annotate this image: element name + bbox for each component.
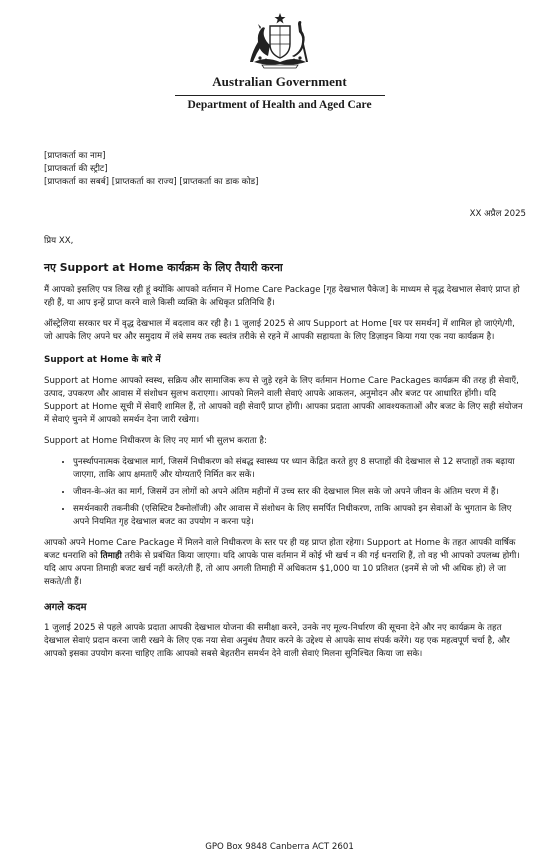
coat-of-arms-logo bbox=[246, 12, 314, 70]
about-paragraph: Support at Home आपको स्वस्थ, सक्रिय और सामाजिक रूप से जुड़े रहने के लिए वर्तमान Home Care Packages कार्यक्रम की तरह ही सेवाएँ, उत्पाद, उपकरण और आवास में संशोधन सुलभ कराएगा। आपको मिलने वाली सेवाएं आपके आकलन, अनुमोदन और बजट पर आधारित होंगी। यदि Support at Home सूची में सेवाएँ शामिल हैं, तो आपको वही सेवाएँ प्राप्त होंगी। आपका प्रदाता आपकी आवश्यकताओं और बजट के लिए सही संयोजन में सेवाएं चुनने में आपको समर्थन देना जारी रखेगा। bbox=[44, 376, 523, 425]
list-item: • समर्थनकारी तकनीकी (एसिस्टिव टैक्नोलॉजी) और आवास में संशोधन के लिए समर्पित निधीकरण, ताकि आपको इन सेवाओं के भुगतान के लिए अपने नियमित गृह देखभाल बजट का उपयोग न करना पड़े। bbox=[73, 503, 526, 529]
letter-title: नए Support at Home कार्यक्रम के लिए तैयारी करना bbox=[44, 261, 283, 274]
header-divider bbox=[175, 95, 385, 96]
funding-text-b: तरीके से प्रबंधित किया जाएगा। यदि आपके पास वर्तमान में कोई भी खर्च न की गई धनराशि हैं, तो वह भी आपको उपलब्ध होगी। यदि आप अपना तिमाही बजट खर्च नहीं करते/ती हैं, तो आप अगली तिमाही में अधिकतम $1,000 या 10 प्रतिशत (इनमें से जो भी अधिक हो) ले जा सकते/ती हैं। bbox=[44, 551, 520, 587]
recipient-address bbox=[44, 150, 526, 189]
list-item: • पुनर्स्थापनात्मक देखभाल मार्ग, जिसमें निधीकरण को संबद्ध स्वास्थ्य पर ध्यान केंद्रित करते हुए 8 सप्ताहों की देखभाल से 12 सप्ताहों तक बढ़ाया जाएगा, ताकि आप क्षमताएँ और योग्यताएँ निर्मित कर सकें। bbox=[73, 456, 526, 482]
department-name: Department of Health and Aged Care bbox=[187, 99, 372, 111]
section-heading-next-steps: अगले कदम bbox=[44, 602, 87, 613]
list-item: • जीवन-के-अंत का मार्ग, जिसमें उन लोगों को अपने अंतिम महीनों में उच्च स्तर की देखभाल मिल सके जो अपने जीवन के अंतिम चरण में हैं। bbox=[73, 486, 526, 499]
letterhead bbox=[0, 12, 559, 111]
address-line-suburb: [प्राप्तकर्ता का सबर्ब] [प्राप्तकर्ता का राज्य] [प्राप्तकर्ता का डाक कोड] bbox=[44, 177, 259, 187]
next-steps-paragraph: 1 जुलाई 2025 से पहले आपके प्रदाता आपकी देखभाल योजना की समीक्षा करने, उनके नए मूल्य-निर्धारण की सूचना देने और नए कार्यक्रम के तहत देखभाल सेवाएं प्रदान करना जारी रखने के लिए एक नया सेवा अनुबंध तैयार करने के उद्देश्य से आपके साथ संपर्क करेंगे। यह एक महत्वपूर्ण चर्चा है, और आपको इसका उपयोग करना चाहिए ताकि आपको सबसे बेहतरीन समर्थन देने वाली सेवाएं मिलना सुनिश्चित किया जा सके। bbox=[44, 623, 510, 659]
funding-text-bold: तिमाही bbox=[100, 551, 122, 561]
salutation: प्रिय XX, bbox=[44, 236, 74, 246]
funding-text-a: आपको अपने Home Care Package में मिलने वाले निधीकरण के स्तर पर ही यह प्राप्त होता रहेगा। Support at Home के तहत आपकी वार्षिक बजट धनराशि को bbox=[44, 538, 516, 561]
footer-address: GPO Box 9848 Canberra ACT 2601 bbox=[205, 842, 354, 852]
pathways-intro: Support at Home निधीकरण के लिए नए मार्ग भी सुलभ कराता है: bbox=[44, 436, 267, 446]
address-line-street: [प्राप्तकर्ता की स्ट्रीट] bbox=[44, 164, 108, 174]
address-line-name: [प्राप्तकर्ता का नाम] bbox=[44, 151, 106, 161]
funding-paragraph bbox=[44, 537, 526, 589]
letter-date: XX अप्रैल 2025 bbox=[469, 209, 526, 219]
government-name: Australian Government bbox=[212, 74, 347, 89]
pathways-list bbox=[44, 456, 526, 529]
change-paragraph: ऑस्ट्रेलिया सरकार घर में वृद्ध देखभाल में बदलाव कर रही है। 1 जुलाई 2025 से आप Support at Home [घर पर समर्थन] में शामिल हो जाएंगे/गी, जो आपके लिए अपने घर और समुदाय में लंबे समय तक स्वतंत्र तरीके से रहने में आपकी सहायता के लिए डिज़ाइन किया गया एक नया कार्यक्रम है। bbox=[44, 319, 515, 342]
letter-body bbox=[44, 150, 526, 669]
intro-paragraph: मैं आपको इसलिए पत्र लिख रही हूं क्योंकि आपको वर्तमान में Home Care Package [गृह देखभाल पैकेज] के माध्यम से वृद्ध देखभाल सेवाएं प्राप्त हो रही हैं, या आप इन्हें प्राप्त करने वाले किसी व्यक्ति के अधिकृत प्रतिनिधि हैं। bbox=[44, 285, 520, 308]
section-heading-about: Support at Home के बारे में bbox=[44, 355, 161, 365]
